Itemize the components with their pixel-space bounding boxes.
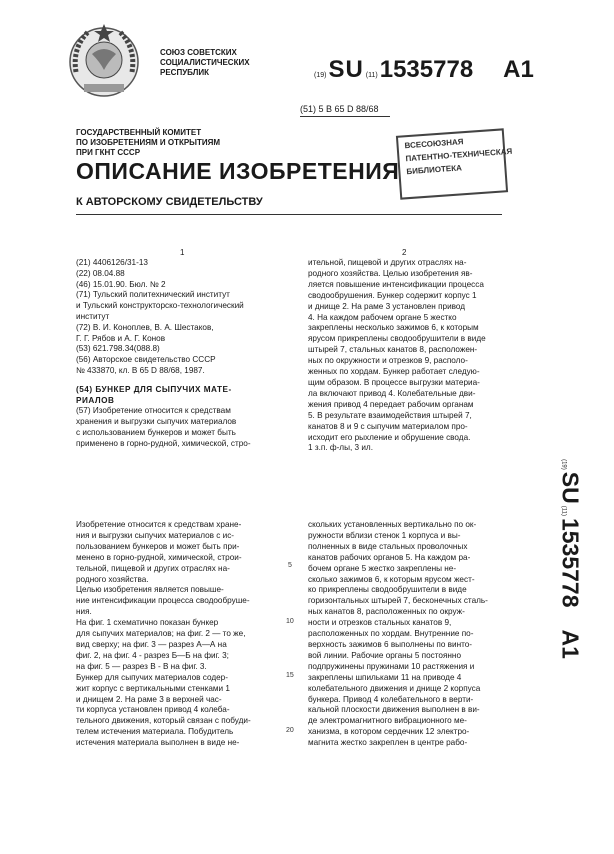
document-subtitle: К АВТОРСКОМУ СВИДЕТЕЛЬСТВУ (76, 196, 263, 208)
bibliographic-data: (21) 4406126/31-13 (22) 08.04.88 (46) 15.01.90. Бюл. № 2 (71) Тульский политехнический институт и Тульский конструкторско-технологический институт (72) В. И. Коноплев, В. А. Шестаков, Г. Г. Рябов и А. Г. Конов (53) 621.798.34(088.8) (56) Авторское свидетельство СССР № 433870, кл. В 65 D 88/68, 1987. (54) БУНКЕР ДЛЯ СЫПУЧИХ МАТЕ- РИАЛОВ (57) Изобретение относится к средствам хранения и выгрузки сыпучих материалов с использованием бункеров и может быть применено в горно-рудной, химической, стро- (76, 258, 272, 450)
ipc-classification: (51) 5 В 65 D 88/68 (300, 104, 379, 114)
abstract-line: хранения и выгрузки сыпучих материалов (76, 417, 237, 427)
org-name: СОЮЗ СОВЕТСКИХ СОЦИАЛИСТИЧЕСКИХ РЕСПУБЛИК (160, 48, 250, 77)
column-number: 2 (402, 248, 407, 257)
column-number: 1 (180, 248, 185, 257)
abstract-line: (57) Изобретение относится к средствам (76, 406, 231, 416)
vertical-publication-number: (19) SU (11) 1535778 A1 (557, 459, 584, 659)
body-text-right: скольких установленных вертикально по ок- ружности вблизи стенок 1 корпуса и вы- полненных в виде стальных проволочных канатов рабочих органов 5. На каждом ра- бочем органе 5 жестко закреплены не- сколько зажимов 6, к которым ярусом жест- ко прикреплены сводообрушители в виде горизонтальных штырей 7, бесконечных сталь- ных канатов 8, расположенных по окруж- ности и отрезков стальных канатов 9, расположенных по хордам. Внутренние по- верхность зажимов 6 выполнены по винто- вой линии. Рабочие органы 5 постоянно подпружинены пружинами 10 растяжения и закреплены шпильками 11 на приводе 4 колебательного движения и днище 2 корпуса бункера. Привод 4 колебательного в верти- кальной плоскости движения выполнен в ви- де электромагнитного вибрационного ме- ханизма, в котором сердечник 12 электро- магнита жестко закреплен в центре рабо- (308, 520, 488, 748)
document-title: ОПИСАНИЕ ИЗОБРЕТЕНИЯ (76, 158, 400, 184)
line-number: 10 (286, 618, 294, 625)
abstract-continuation: ительной, пищевой и других отраслях на- родного хозяйства. Целью изобретения яв- ляется повышение интенсификации процесса сводообрушения. Бункер содержит корпус 1 и днище 2. На раме 3 установлен привод 4. На каждом рабочем органе 5 жестко закреплены несколько зажимов 6, к которым ярусом прикреплены сводообрушители в виде штырей 7, стальных канатов 8, расположен- ных по окружности и отрезков 9, располо- женных по хордам. Бункер работает следую- щим образом. В процессе выгрузки материа- ла включают привод 4. Колебательные дви- жения привод 4 передает рабочим органам 5. В результате взаимодействия штырей 7, канатов 8 и 9 с сыпучим материалом про- исходит его рыхление и обрушение свода. 1 з.п. ф-лы, 3 ил. (308, 258, 486, 453)
divider (300, 116, 390, 117)
committee-name: ГОСУДАРСТВЕННЫЙ КОМИТЕТ ПО ИЗОБРЕТЕНИЯМ И ОТКРЫТИЯМ ПРИ ГКНТ СССР (76, 128, 221, 157)
body-text-left: Изобретение относится к средствам хране- ния и выгрузки сыпучих материалов с ис- пользованием бункеров и может быть при- менено в горно-рудной, химической, строи- тельной, пищевой и других отраслях на- родного хозяйства. Целью изобретения является повыше- ние интенсификации процесса сводообруше- ния. На фиг. 1 схематично показан бункер для сыпучих материалов; на фиг. 2 — то же, вид сверху; на фиг. 3 — разрез А—А на фиг. 2, на фиг. 4 - разрез Б—Б на фиг. 3; на фиг. 5 — разрез В - В на фиг. 3. Бункер для сыпучих материалов содер- жит корпус с вертикальными стенками 1 и днищем 2. На раме 3 в верхней час- ти корпуса установлен привод 4 колеба- тельного движения, который связан с побуди- телем истечения материала. Побудитель истечения материала выполнен в виде не- (76, 520, 251, 748)
line-number: 15 (286, 672, 294, 679)
abstract-line: применено в горно-рудной, химической, стро- (76, 438, 251, 448)
abstract-line: с использованием бункеров и может быть (76, 427, 236, 437)
line-number: 5 (288, 562, 292, 569)
invention-name: РИАЛОВ (76, 395, 115, 405)
divider (76, 214, 502, 215)
ussr-emblem-icon (62, 18, 146, 102)
library-stamp: ВСЕСОЮЗНАЯ ПАТЕНТНО-ТЕХНИЧЕСКАЯ БИБЛИОТЕКА (396, 128, 508, 199)
publication-number: (19) SU (11) 1535778 A1 (314, 56, 534, 83)
line-number: 20 (286, 727, 294, 734)
invention-name: (54) БУНКЕР ДЛЯ СЫПУЧИХ МАТЕ- (76, 384, 232, 394)
